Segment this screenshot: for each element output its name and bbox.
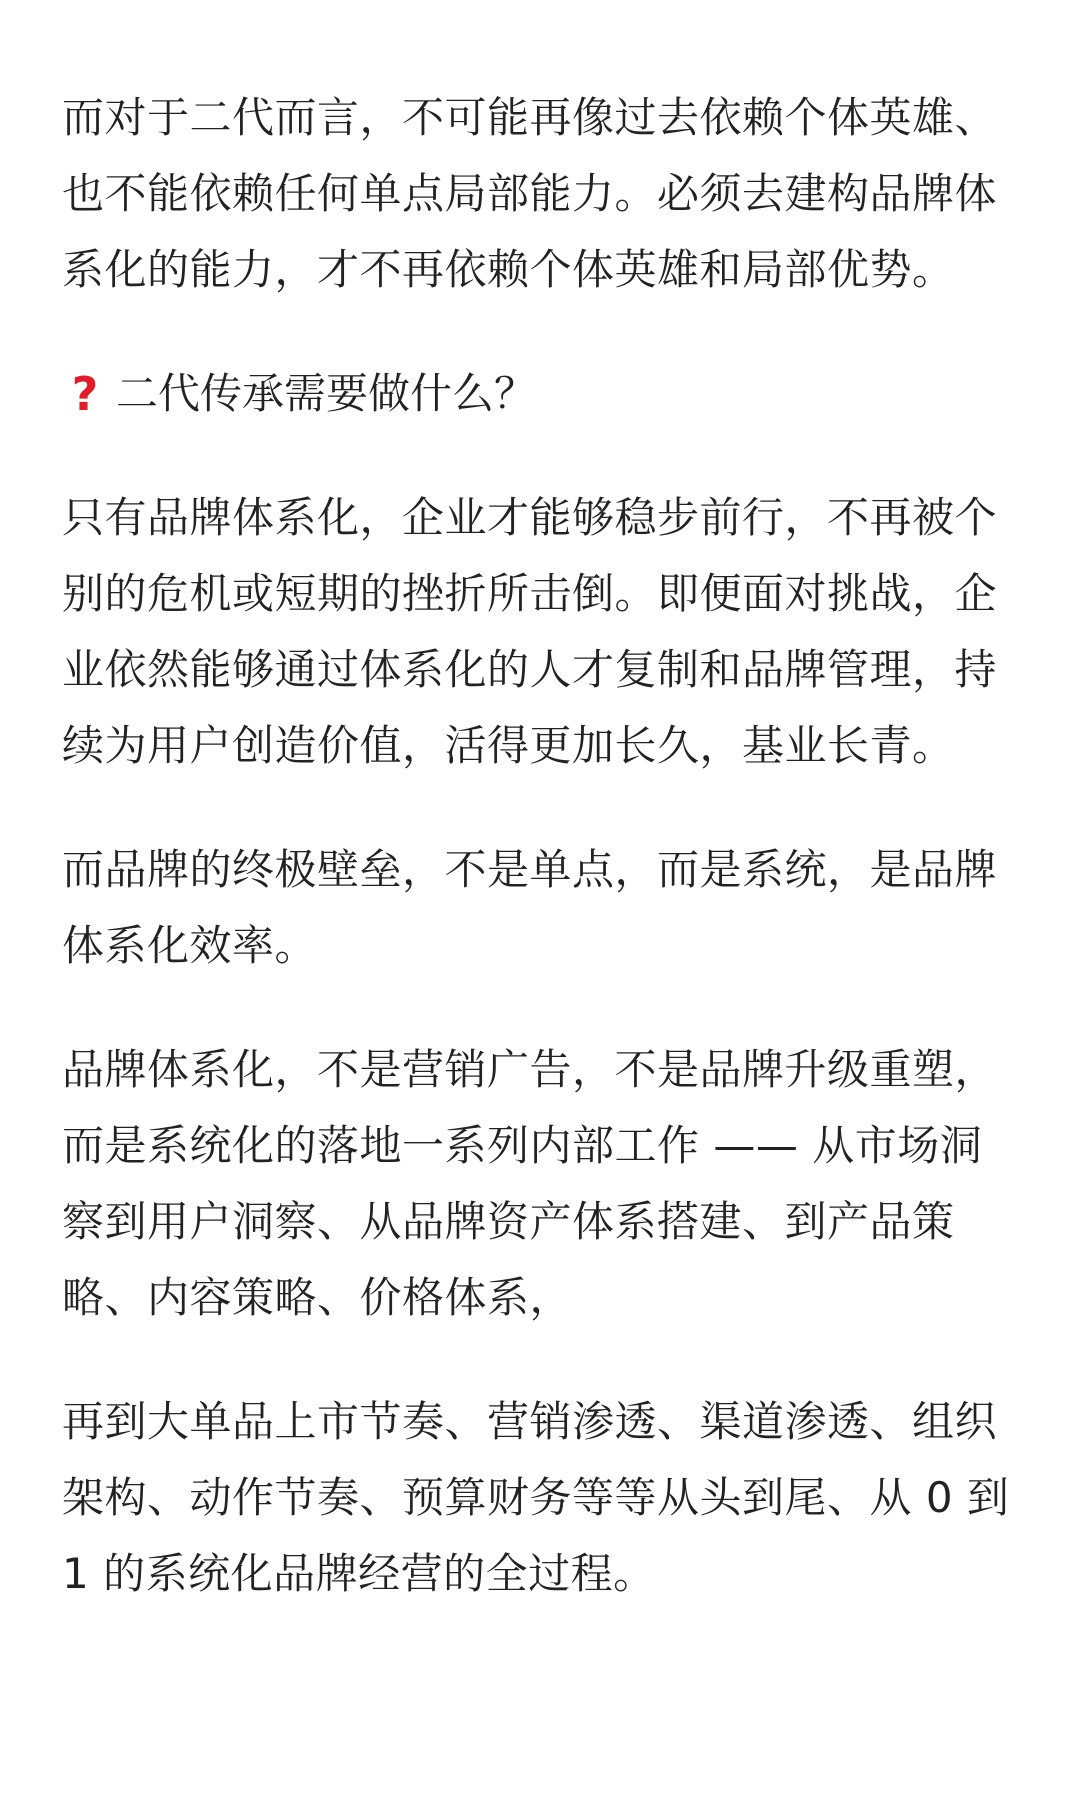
paragraph-5: 再到大单品上市节奏、营销渗透、渠道渗透、组织架构、动作节奏、预算财务等等从头到尾、从 0 到 1 的系统化品牌经营的全过程。: [62, 1397, 1010, 1598]
paragraph-3: 而品牌的终极壁垒，不是单点，而是系统，是品牌体系化效率。: [62, 845, 998, 970]
paragraph-2: 只有品牌体系化，企业才能够稳步前行，不再被个别的危机或短期的挫折所击倒。即便面对挑战，企业依然能够通过体系化的人才复制和品牌管理，持续为用户创造价值，活得更加长久，基业长青。: [62, 493, 998, 770]
question-mark-icon: ?: [71, 367, 99, 421]
paragraph-1: 而对于二代而言，不可能再像过去依赖个体英雄、也不能依赖任何单点局部能力。必须去建构品牌体系化的能力，才不再依赖个体英雄和局部优势。: [62, 93, 998, 294]
section-heading-text: 二代传承需要做什么？: [116, 369, 537, 418]
section-heading: [62, 356, 1020, 432]
paragraph-4: 品牌体系化，不是营销广告，不是品牌升级重塑，而是系统化的落地一系列内部工作 —— 从市场洞察到用户洞察、从品牌资产体系搭建、到产品策略、内容策略、价格体系，: [62, 1045, 998, 1322]
